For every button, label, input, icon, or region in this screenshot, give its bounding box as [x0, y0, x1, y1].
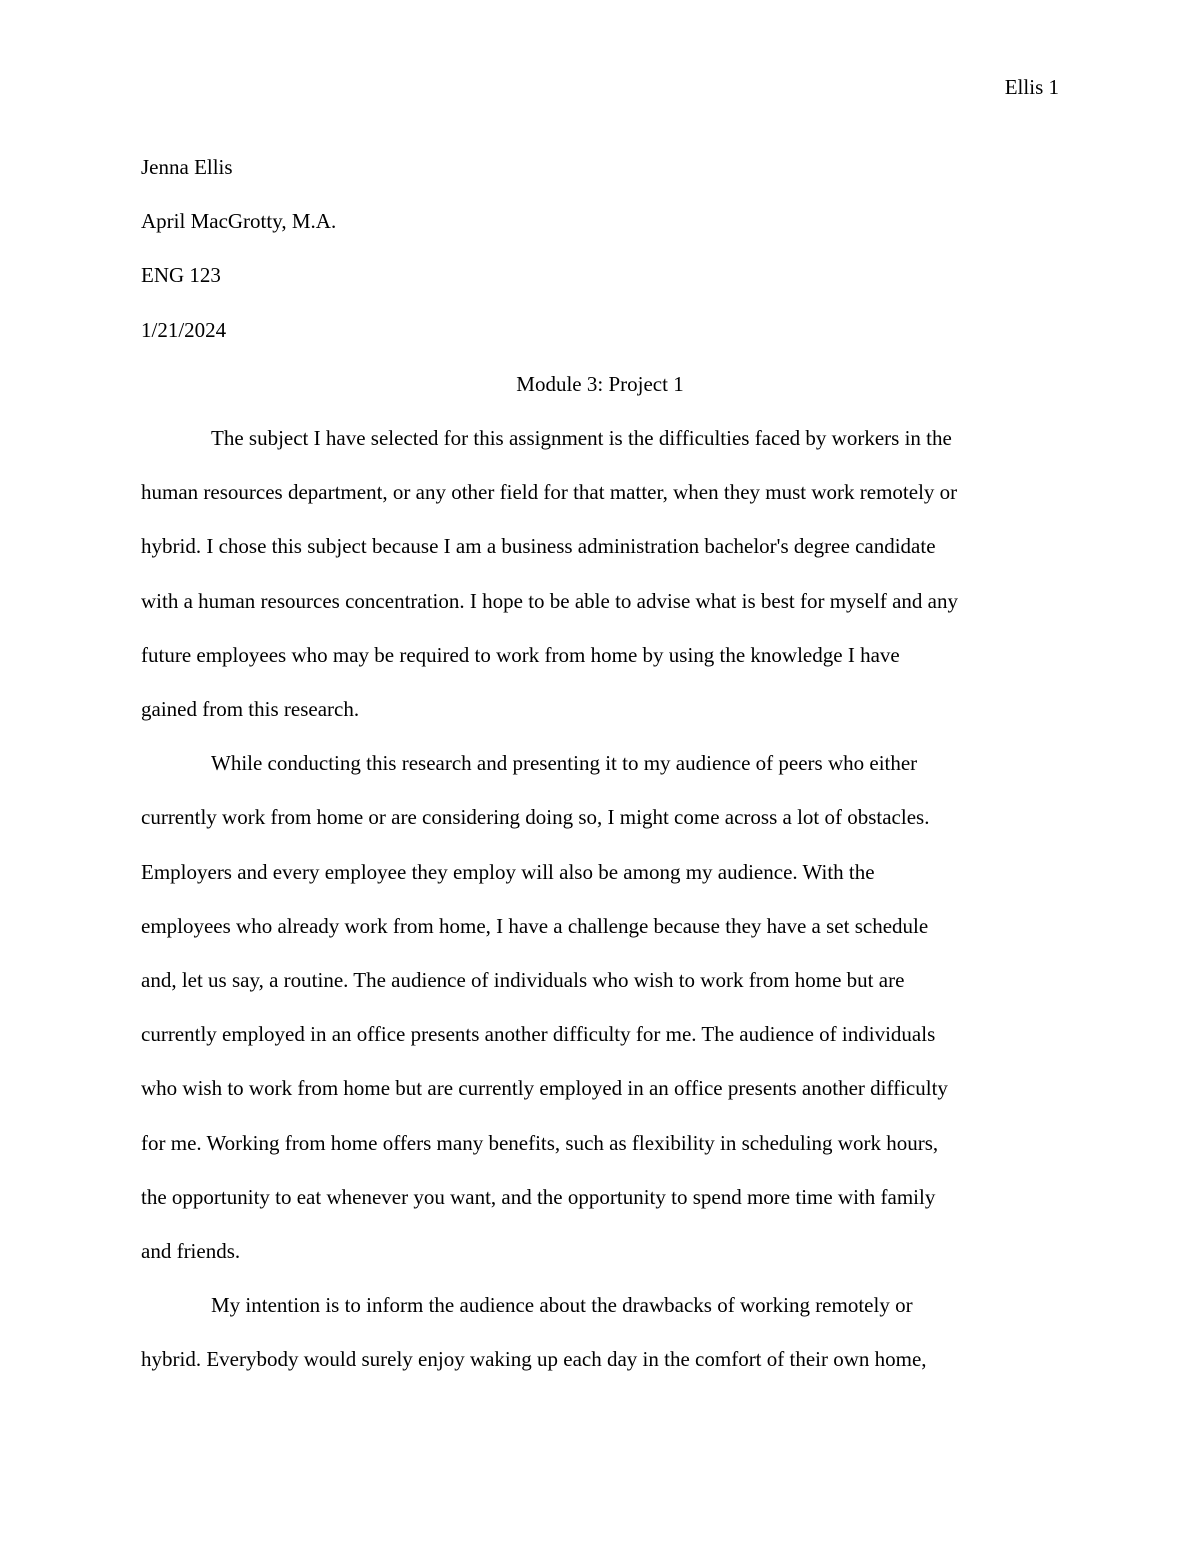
paragraph-line: Employers and every employee they employ will also be among my audience. With the: [141, 859, 875, 884]
paragraph-line: currently work from home or are considering doing so, I might come across a lot of obstacles.: [141, 805, 930, 830]
paragraph-2: [141, 736, 1059, 1278]
paragraph-line: While conducting this research and presenting it to my audience of peers who either: [211, 751, 918, 776]
submission-date: 1/21/2024: [141, 317, 227, 342]
paragraph-line: gained from this research.: [141, 697, 360, 722]
paragraph-line: employees who already work from home, I have a challenge because they have a set schedule: [141, 913, 929, 938]
paragraph-line: with a human resources concentration. I hope to be able to advise what is best for myself and any: [141, 588, 959, 613]
paragraph-line: hybrid. I chose this subject because I am a business administration bachelor's degree candidate: [141, 534, 936, 559]
paragraph-line: future employees who may be required to work from home by using the knowledge I have: [141, 642, 900, 667]
instructor-name: April MacGrotty, M.A.: [141, 209, 337, 234]
paragraph-line: My intention is to inform the audience about the drawbacks of working remotely or: [211, 1293, 913, 1318]
paragraph-line: for me. Working from home offers many benefits, such as flexibility in scheduling work hours,: [141, 1130, 939, 1155]
paragraph-line: and, let us say, a routine. The audience of individuals who wish to work from home but are: [141, 968, 905, 993]
paragraph-line: and friends.: [141, 1239, 241, 1264]
paragraph-line: currently employed in an office presents another difficulty for me. The audience of individuals: [141, 1022, 936, 1047]
paragraph-line: the opportunity to eat whenever you want, and the opportunity to spend more time with family: [141, 1184, 936, 1209]
paragraph-line: human resources department, or any other field for that matter, when they must work remotely or: [141, 480, 958, 505]
paragraph-1: [141, 411, 1059, 736]
paragraph-3: [141, 1278, 1059, 1386]
paragraph-line: who wish to work from home but are currently employed in an office presents another difficulty: [141, 1076, 948, 1101]
running-head: Ellis 1: [1004, 75, 1059, 99]
course-code: ENG 123: [141, 263, 221, 288]
paper-title: Module 3: Project 1: [516, 371, 684, 396]
paragraph-line: The subject I have selected for this assignment is the difficulties faced by workers in the: [211, 426, 952, 451]
student-name: Jenna Ellis: [141, 155, 233, 179]
paragraph-line: hybrid. Everybody would surely enjoy waking up each day in the comfort of their own home,: [141, 1347, 927, 1372]
document-body: [141, 140, 1059, 1387]
